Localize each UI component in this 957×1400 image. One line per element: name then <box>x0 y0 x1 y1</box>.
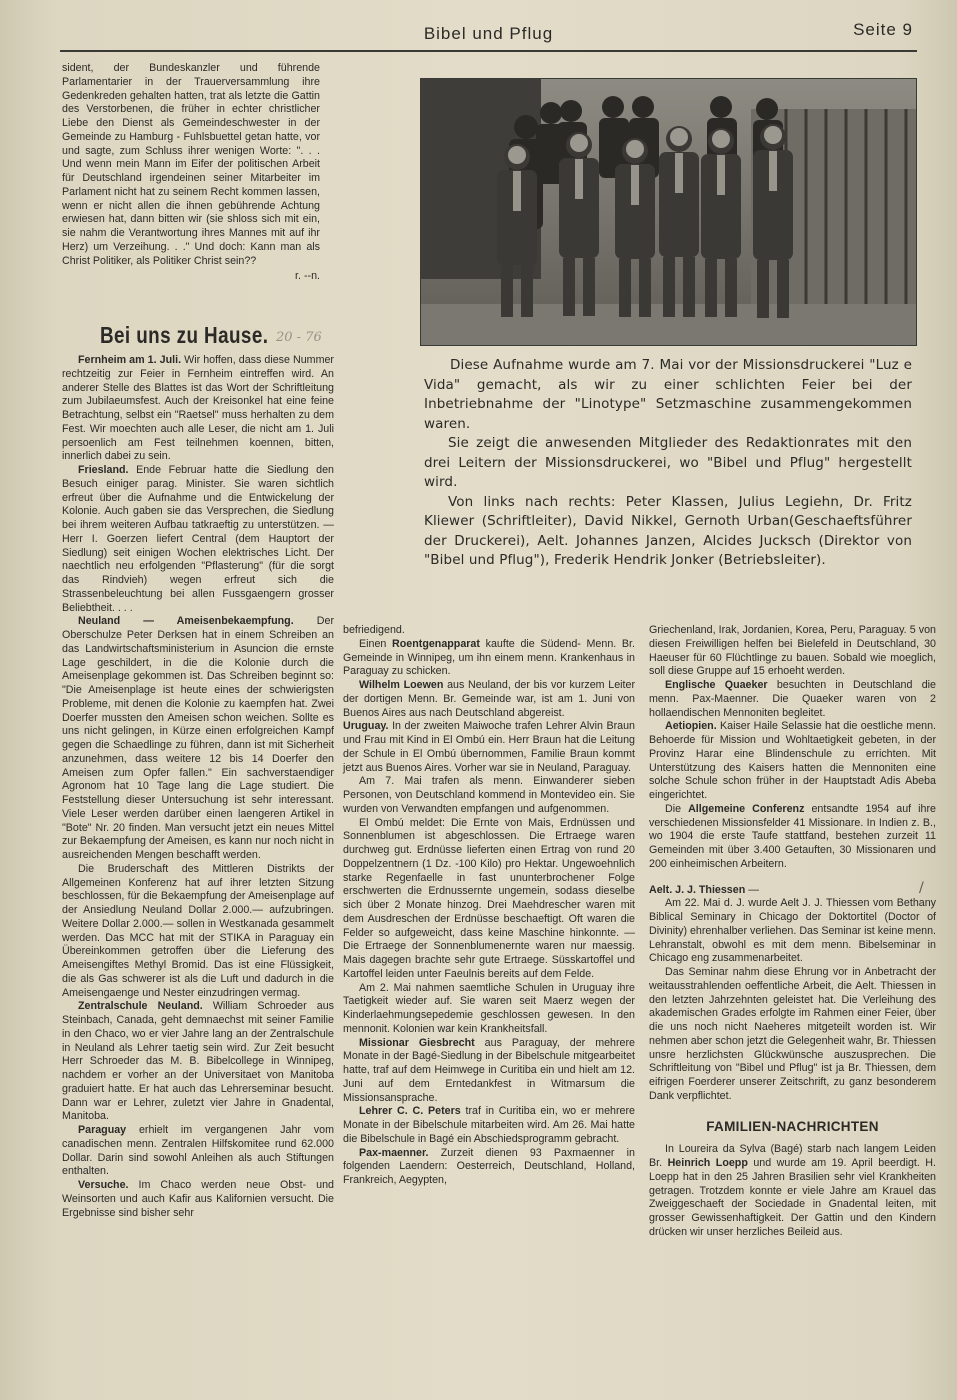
news-item <box>649 624 936 679</box>
news-item <box>62 1000 334 1124</box>
family-text-start: In Loureira da Sylva (Bagé) starb nach langem Leiden Br. <box>649 1143 936 1169</box>
pencil-mark: / <box>919 880 924 896</box>
news-item-text: — <box>745 883 759 896</box>
news-item <box>343 720 635 775</box>
news-item-text: Das Seminar nahm diese Ehrung vor in Anbetracht der weitausstrahlenden oeffentliche Arbeit, die Aelt. Thiessen in den letzten Jahrzehnten geleistet hat. Die Verleihung des akademischen Grades erfolgte im Rahmen einer Feier, über die uns noch nicht Naeheres mitgeteilt worden ist. Wir nehmen aber schon jetzt die Gelegenheit wahr, Br. Thiessen unsre herzlichsten Glückwünsche auszusprechen. Die Schriftleitung von "Bibel und Pflug" ist ja Br. Thiessen, dem eifrigen Foerderer unserer Zeitschrift, zu ganz besonderem Dank verpflichtet. <box>649 966 936 1102</box>
news-item <box>649 720 936 803</box>
news-item-text: Zurzeit dienen 93 Paxmaenner in folgenden Laendern: Oesterreich, Deutschland, Holland, Frankreich, Aegypten, <box>343 1146 635 1186</box>
news-item-text: aus Paraguay, der mehrere Monate in der Bagé-Siedlung in der Bibelschule mitgearbeitet hatte, traf auf dem Heimwege in Curitiba ein und hielt am 12. Juni auf dem Erntedankfest in Witmarsum die Missionsansprache. <box>343 1036 635 1104</box>
column-3-news <box>649 624 936 1240</box>
news-item-text: In der zweiten Maiwoche trafen Lehrer Alvin Braun und Frau mit Kind in El Ombú ein. Herr Braun hat die Leitung der Schule in El Ombú übernommen, Familie Braun kommt jetzt aus Buenos Aires. Vorher war sie in Neuland, Paraguay. <box>343 720 635 774</box>
news-item-text: Ende Februar hatte die Siedlung den Besuch einiger parag. Minister. Sie waren sichtlich erfreut über die Aufnahme und die Entwickelung der Kolonie. Auch gaben sie das Versprechen, die Siedlung bei ihrem weiteren Aufbau tatkraeftig zu unterstützen. — Herr I. Goerzen liefert Central (dem Hauptort der Siedlung) seit einigen Wochen elektrisches Licht. Der naechtlich neu erfolgenden "Pflasterung" (für die sorgt das Rindvieh) wegen erfreut sich die Strassenbeleuchtung bei allen Fussgaengern grosser Beliebtheit. . . . <box>62 464 334 614</box>
news-item-text: erhielt im vergangenen Jahr vom canadischen menn. Zentralen Hilfskomitee rund 62.000 Dollar. Darin sind sowohl Anleihen als auch Stiftungen enthalten. <box>62 1124 334 1178</box>
photo-caption <box>424 356 912 571</box>
news-item-text: El Ombú meldet: Die Ernte von Mais, Erdnüssen und Sonnenblumen ist abgeschlossen. Die Ertraege waren durchweg gut. Erdnüsse lieferten einen Ertrag von rund 20 Doppelzentnern (1 Dz. -100 Kilo) pro Hektar. Ungewoehnlich starke Regenfaelle in fast ununterbrochener Folge erschwerten die Erdnussernte ungemein, sodass dieselbe sich über 2 Monate hinzog. Drei Maehdrescher waren mit dem Ausdreschen der Erdnüsse beschaeftigt. Oft waren die Felder so aufgeweicht, dass keine Maschine hinkonnte. — Die Ertraege der Sonnenblumenernte waren nur maessig. Mais dagegen brachte sehr gute Ertraege. Süsskartoffel und Kartoffel leiden unter Faeulnis bereits auf dem Felde. <box>343 816 635 980</box>
caption-paragraph-1: Diese Aufnahme wurde am 7. Mai vor der Missionsdruckerei "Luz e Vida" gemacht, als wir zu einer schlichten Feier bei der Inbetriebnahme der "Linotype" Setzmaschine zusammengekommen waren. <box>424 357 912 432</box>
news-item-text: kaufte die Südend- Menn. Br. Gemeinde in Winnipeg, um ihn einem menn. Krankenhaus in Paraguay zu schicken. <box>343 637 635 678</box>
news-item <box>343 1037 635 1106</box>
news-item-text: Am 7. Mai trafen als menn. Einwanderer sieben Personen, von Deutschland kommend in Montevideo ein. Sie wurden von Verwandten empfangen und aufgenommen. <box>343 775 635 815</box>
news-item-lead: Englische Quaeker <box>665 679 768 691</box>
publication-title: Bibel und Pflug <box>423 24 554 43</box>
news-item-lead: Pax-maenner. <box>359 1146 429 1159</box>
news-item-text: besuchten in Deutschland die menn. Pax-Maenner. Die Quaeker waren von 2 hollaendischen Mennoniten begleitet. <box>649 679 936 719</box>
news-item-text: befriedigend. <box>343 624 405 636</box>
news-item-text: Griechenland, Irak, Jordanien, Korea, Peru, Paraguay. 5 von diesen Freiwilligen helfen bei Bielefeld in Deutschland, 30 Haeuser für 60 Flüchtlinge zu bauen. Sobald wie moeglich, soll diese Gruppe auf 15 erhoeht werden. <box>649 624 936 678</box>
news-item <box>62 464 334 615</box>
news-item-lead: Missionar Giesbrecht <box>359 1036 475 1049</box>
family-news-text <box>649 1143 936 1239</box>
group-photo-icon <box>421 79 916 345</box>
news-item <box>62 1179 334 1220</box>
news-item <box>649 679 936 720</box>
news-item-keyword: Roentgenapparat <box>392 637 480 650</box>
column-3-items <box>649 624 936 1104</box>
news-item <box>62 1124 334 1179</box>
news-item <box>343 638 635 679</box>
news-item-text: entsandte 1954 auf ihre verschiedenen Missionsfelder 41 Missionare. In Indien z. B., wo 1904 die erste Taufe stattfand, bestehen zurzeit 11 Gemeinden mit über 3.400 Getauften, 30 Missionaren und 200 einheimischen Arbeitern. <box>649 802 937 870</box>
news-item <box>62 354 334 464</box>
news-item <box>343 1147 635 1188</box>
news-item-text: Kaiser Haile Selassie hat die oestliche menn. Behoerde für Mission und Wohltaetigkeit gebeten, in der Provinz Harar eine Blindenschule zu errichten. Mit Unterstützung des Kaisers hatten die Mennoniten eine solche Schule schon früher in der Hauptstadt Adis Abeba eingerichtet. <box>649 720 936 801</box>
news-item-lead: Fernheim am 1. Juli. <box>78 354 182 366</box>
news-item-lead: Aetiopien. <box>665 720 717 733</box>
news-item-lead: Wilhelm Loewen <box>359 679 444 691</box>
news-item <box>62 615 334 863</box>
news-item-lead: Uruguay. <box>343 720 389 733</box>
caption-paragraph-2: Sie zeigt die anwesenden Mitglieder des Redaktionrates mit den drei Leitern der Missionsdruckerei, wo "Bibel und Pflug" hergestellt wird. <box>424 435 912 490</box>
news-item <box>649 966 936 1104</box>
page-header <box>60 14 917 52</box>
news-item <box>343 679 635 720</box>
news-item <box>343 1105 635 1146</box>
news-item <box>649 897 936 966</box>
page-number: Seite 9 <box>853 20 913 39</box>
news-item <box>343 624 635 638</box>
news-item-text: traf in Curitiba ein, wo er mehrere Monate in der Bibelschule mitarbeiten wird. Am 26. Mai hatte die Bibelschule in Bagé ein Abschiedsprogramm gebracht. <box>343 1105 635 1145</box>
column-1-news <box>62 354 334 1220</box>
article-continuation: sident, der Bundeskanzler und führende Parlamentarier in der Trauerversammlung ihre Gedenkreden gehalten hatten, trat als letzte die Gattin des Verstorbenen, die früher in echter christlicher Liebe den Dienst als Gemeindeschwester in der Gemeinde zu Hamburg - Fuhlsbuettel getan hatte, vor und sagte, zum Schluss ihrer wenigen Worte: ". . . Und wenn mein Mann im Eifer der politischen Arbeit für Deutschland irgendeinen seiner Mitarbeiter im Parlament nicht hat zu seinem Recht kommen lassen, wenn er nicht allen die ihnen gebührende Achtung erwiesen hat, dann bitten wir (sie shloss sich mit ein, sie nahm die Verantwortung ihres Mannes mit auf ihr Herz) um Verzeihung. . ." Und doch: Kann man als Christ Politiker, als Politiker Christ sein?? <box>62 62 320 267</box>
news-item-text: Im Chaco werden neue Obst- und Weinsorten und auch Kafir aus Kalifornien versucht. Die Ergebnisse sind bisher sehr <box>62 1179 334 1219</box>
news-item-lead: Lehrer C. C. Peters <box>359 1105 461 1118</box>
news-item-text: Am 22. Mai d. J. wurde Aelt J. J. Thiessen vom Bethany Biblical Seminary in Chicago der Doktortitel (Doctor of Divinity) ehrenhalber verliehen. Das Seminar ist keine menn. Lehranstalt, obwohl es mit dem menn. Bibelseminar in Chicago eng zusammenarbeitet. <box>649 897 936 965</box>
news-item-text: Der Oberschulze Peter Derksen hat in einem Schreiben an das Landwirtschaftsministerium in Asuncion die ernste Lage geschildert, in die die Kolonie durch die Ameisenplage gekommen ist. Das Schreiben beginnt so: "Die Ameisenplage ist heute eines der schwierigsten Probleme, mit denen die Kolonie zu kaempfen hat. Zwei Doerfer mussten den Ameisen schon weichen. Sollte es uns nicht gelingen, in Kürze einen erfolgreichen Kampf gegen die Schaedlinge zu führen, dann ist mit Sicherheit anzunehmen, dass weitere 12 bis 14 Doerfer den Ameisen zum Opfer fallen." Ein sachverstaendiger Agronom hat 10 Tage lang die Lage studiert. Die Feststellung dieser Untersuchung ist sehr interessant. Viele Leser werden darüber einen laengeren Artikel in "Bote" Nr. 20 finden. Man versucht jetzt ein neues Mittel zur Bekaempfung der Ameisen, es kann nur noch nicht in ausreichenden Mengen beschafft werden. <box>62 615 334 861</box>
section-heading: Bei uns zu Hause. <box>100 322 269 348</box>
news-item-pre: Die <box>665 802 689 815</box>
news-item-lead: Paraguay <box>78 1124 127 1136</box>
news-item-lead: Aelt. J. J. Thiessen <box>649 883 746 896</box>
news-item <box>343 817 635 982</box>
news-item <box>649 803 936 872</box>
news-item-pre: Einen <box>359 637 393 650</box>
news-item-text: Am 2. Mai nahmen saemtliche Schulen in Uruguay ihre Taetigkeit wieder auf. Sie waren seit Maerz wegen der Kinderlaehmungsepedemie geschlossen gewesen. In den mennonit. Kolonien war kein Krankheitsfall. <box>343 981 635 1035</box>
caption-paragraph-3: Von links nach rechts: Peter Klassen, Julius Legiehn, Dr. Fritz Kliewer (Schriftleiter), David Nikkel, Gernoth Urban(Geschaeftsführer der Druckerei), Aelt. Johannes Janzen, Alcides Jucksch (Direktor von "Bibel und Pflug"), Frederik Hendrik Jonker (Betriebsleiter). <box>424 493 912 568</box>
group-photo <box>420 78 917 346</box>
family-text-end: und wurde am 19. April beerdigt. H. Loepp hat in den 25 Jahren Brasilien sehr viel Krankheiten getragen. Trotzdem konnte er viele Jahre am Krauel das Zweiggeschaeft der Sociedade in Gnadental leiten, mit grosser Gewissenhaftigkeit. Der Gattin und den Kindern drücken wir unser herzliches Beileid aus. <box>649 1157 936 1238</box>
pencil-annotation: 20 - 76 <box>276 330 322 345</box>
news-item-lead: Friesland. <box>78 464 129 476</box>
family-news-heading: FAMILIEN-NACHRICHTEN <box>706 1118 879 1134</box>
news-item-lead: Neuland — Ameisenbekaempfung. <box>78 615 294 628</box>
column-2-news <box>343 624 635 1188</box>
article-signature: r. --n. <box>295 270 320 283</box>
news-item <box>62 863 334 1001</box>
news-item-text: William Schroeder aus Steinbach, Canada, geht demnaechst mit seiner Familie in den Chaco, wo er vier Jahre lang an der Zentralschule in Neuland als Lehrer taetig sein wird. Zur Zeit besucht Herr Schroeder das M. B. Bibelcollege in Winnipeg, nachdem er vorher an der Universitaet von Manitoba graduiert hatte. Er hat auch das Lehrerseminar besucht. Dann war er Lehrer, zuletzt vier Jahre in Gnadental, Manitoba. <box>62 1000 334 1123</box>
news-item-text: aus Neuland, der bis vor kurzem Leiter der dortigen Menn. Br. Gemeinde war, ist am 1. Juni von Buenos Aires aus nach Deutschland abgereist. <box>343 679 635 719</box>
news-item-keyword: Allgemeine Conferenz <box>688 802 805 815</box>
news-item-lead: Versuche. <box>78 1179 129 1191</box>
news-item <box>343 775 635 816</box>
news-item <box>343 982 635 1037</box>
news-item-lead: Zentralschule Neuland. <box>78 1000 203 1013</box>
news-item-text: Die Bruderschaft des Mittleren Distrikts der Allgemeinen Konferenz hat auf ihrer letzten Sitzung beschlossen, für die Bekaempfung der Ameisenplage auf der Ansiedlung Neuland Dollar 2.000.— aufzubringen. Weitere Dollar 2.000.— sollen in Westkanada gesammelt werden. Das MCC hat mit der STIKA in Paraguay ein Übereinkommen getroffen über die Lieferung des Ameisengiftes Methyl Bromid. Das ist eine Flüssigkeit, die als Gas schwerer ist als die Luft und dadurch in die Ameisengaenge und Nester einzudringen vermag. <box>62 862 334 999</box>
news-item <box>649 884 936 898</box>
column-1-top-article <box>62 62 320 284</box>
news-item-text: Wir hoffen, dass diese Nummer rechtzeitig zur Feier in Fernheim eintreffen wird. An anderer Stelle des Blattes ist das Wort der Schriftleitung zum Jubilaeumsfest. Auch der Kreisonkel hat eine feine Betrachtung, selbst ein "Raetsel" muss herhalten zu dem Fest. Wir moechten auch alle Leser, die nicht am 1. Juli persoenlich am Fest teilnehmen koennen, bitten, innerlich dabei zu sein. <box>62 354 334 463</box>
family-deceased-name: Heinrich Loepp <box>667 1157 748 1169</box>
